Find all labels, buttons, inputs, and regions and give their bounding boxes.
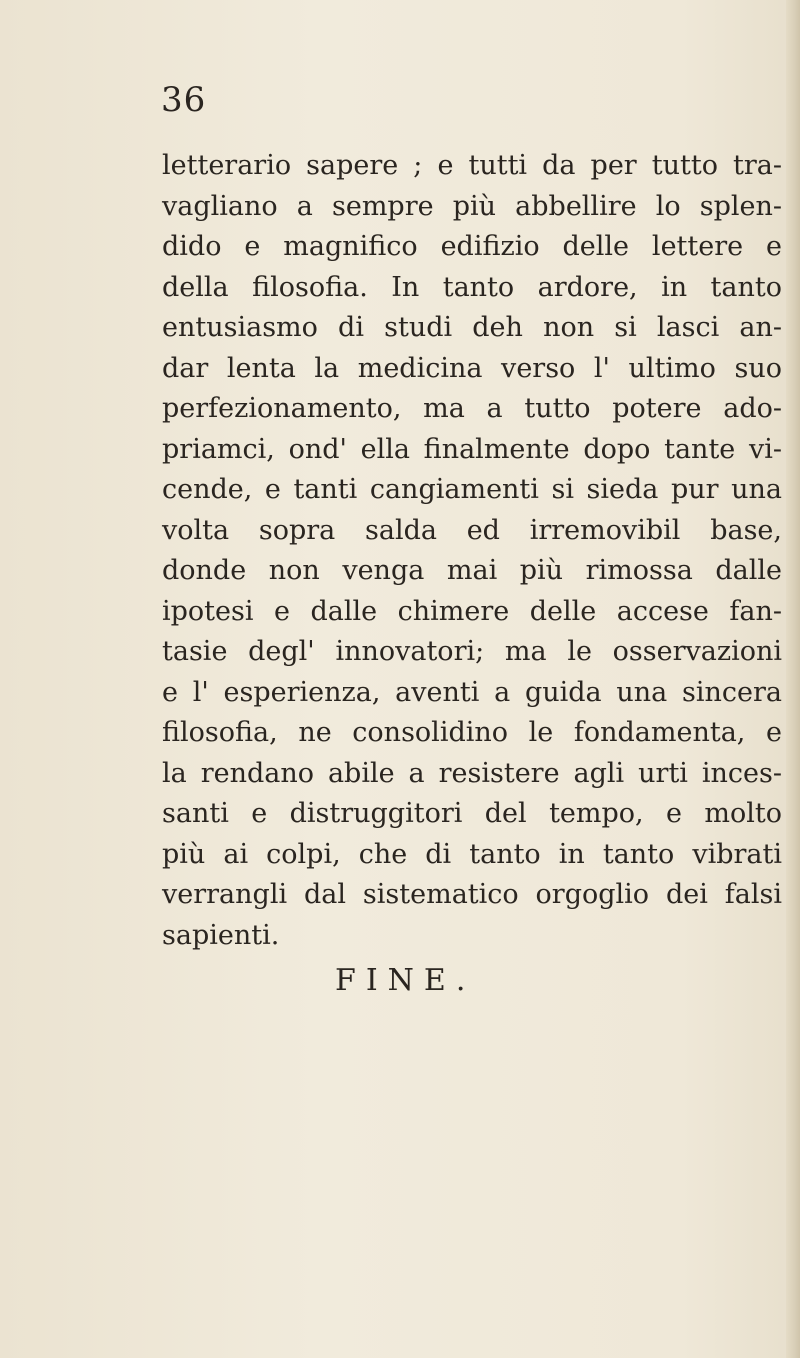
closing-word: FINE. xyxy=(335,963,476,998)
text-line: la rendano abile a resistere agli urti inces- xyxy=(162,757,782,789)
text-line: e l' esperienza, aventi a guida una sincera xyxy=(162,676,782,708)
text-line: cende, e tanti cangiamenti si sieda pur una xyxy=(162,474,782,505)
text-line: ipotesi e dalle chimere delle accese fan- xyxy=(162,595,782,627)
text-line: santi e distruggitori del tempo, e molto xyxy=(162,798,782,829)
text-line: filosofia, ne consolidino le fondamenta, e xyxy=(162,717,782,748)
page-edge xyxy=(786,0,800,1358)
text-line: priamci, ond' ella finalmente dopo tante vi- xyxy=(162,433,782,465)
text-line: donde non venga mai più rimossa dalle xyxy=(162,555,782,586)
text-line: letterario sapere ; e tutti da per tutto tra- xyxy=(162,150,782,181)
text-line: dido e magnifico edifizio delle lettere e xyxy=(162,231,782,262)
text-line: della filosofia. In tanto ardore, in tanto xyxy=(162,271,782,303)
text-line: vagliano a sempre più abbellire lo splen- xyxy=(162,190,782,222)
text-line: sapienti. xyxy=(162,919,280,951)
text-line: tasie degl' innovatori; ma le osservazioni xyxy=(162,636,782,667)
text-line: verrangli dal sistematico orgoglio dei falsi xyxy=(162,879,782,910)
text-line: dar lenta la medicina verso l' ultimo suo xyxy=(162,352,782,384)
text-line: più ai colpi, che di tanto in tanto vibrati xyxy=(162,838,782,870)
body-text xyxy=(162,146,782,956)
text-line: perfezionamento, ma a tutto potere ado- xyxy=(162,393,782,424)
text-line: entusiasmo di studi deh non si lasci an- xyxy=(162,312,782,343)
page-number: 36 xyxy=(161,80,207,120)
text-line: volta sopra salda ed irremovibil base, xyxy=(162,514,782,546)
